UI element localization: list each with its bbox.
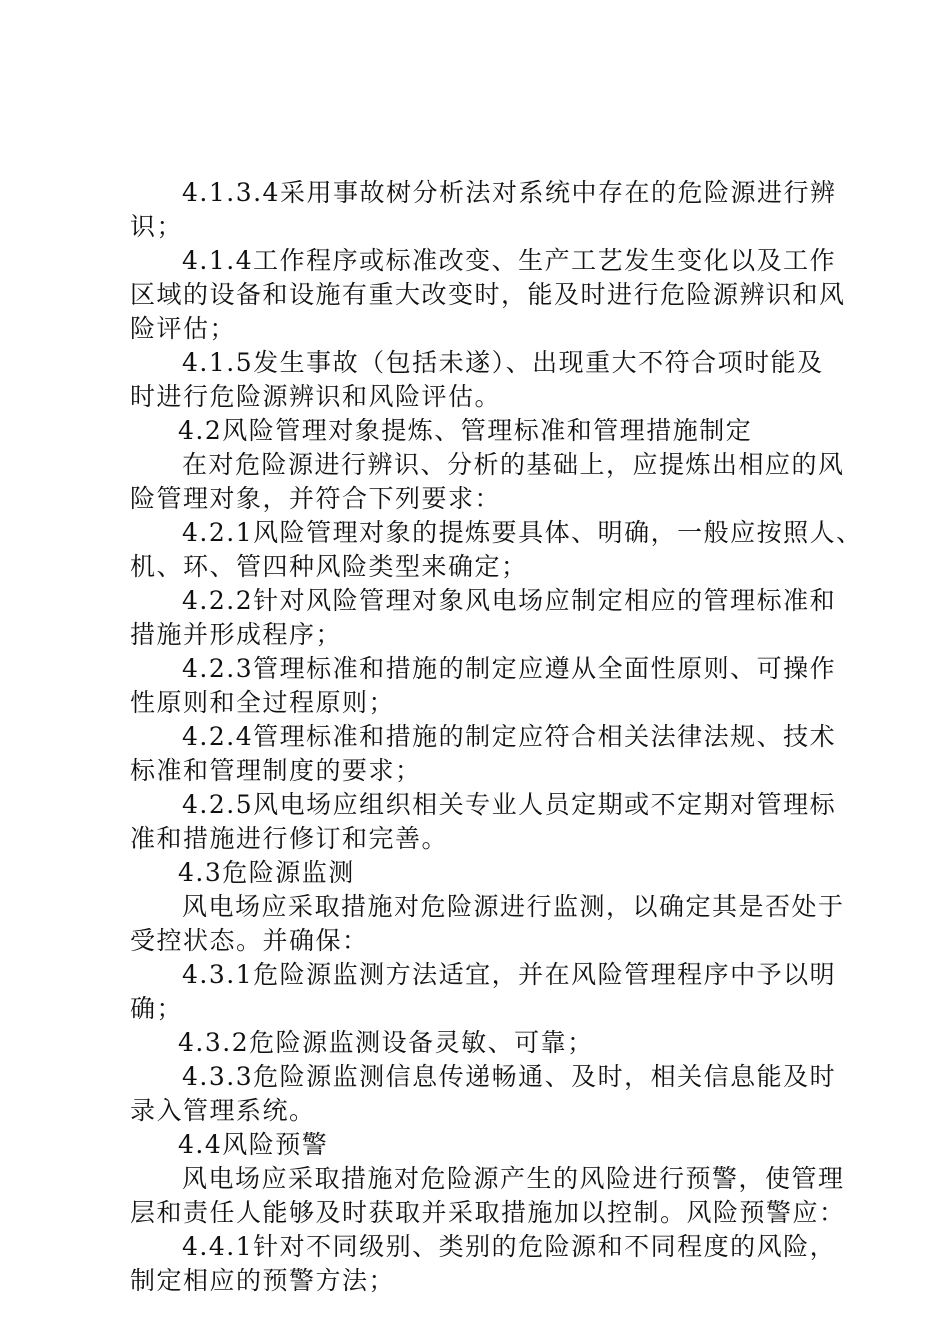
paragraph-line: 4.4.1针对不同级别、类别的危险源和不同程度的风险， (182, 1232, 837, 1261)
document-body (130, 176, 863, 1298)
section-heading: 4.4风险预警 (178, 1130, 329, 1159)
section-heading: 4.2风险管理对象提炼、管理标准和管理措施制定 (178, 416, 753, 445)
paragraph-line: 4.3.3危险源监测信息传递畅通、及时，相关信息能及时 (182, 1062, 837, 1091)
paragraph-line: 识； (130, 212, 184, 241)
paragraph-line: 层和责任人能够及时获取并采取措施加以控制。风险预警应： (130, 1198, 846, 1227)
paragraph-line: 录入管理系统。 (130, 1096, 316, 1125)
paragraph-line: 4.3.1危险源监测方法适宜，并在风险管理程序中予以明 (182, 960, 837, 989)
paragraph-line: 制定相应的预警方法； (130, 1266, 396, 1295)
paragraph-line: 机、环、管四种风险类型来确定； (130, 552, 528, 581)
paragraph-line: 准和措施进行修订和完善。 (130, 824, 449, 853)
paragraph-line: 标准和管理制度的要求； (130, 756, 422, 785)
paragraph-line: 风电场应采取措施对危险源产生的风险进行预警，使管理 (182, 1164, 845, 1193)
paragraph-line: 险评估； (130, 314, 237, 343)
paragraph-line: 险管理对象，并符合下列要求： (130, 484, 502, 513)
paragraph-line: 时进行危险源辨识和风险评估。 (130, 382, 502, 411)
paragraph-line: 4.1.5发生事故（包括未遂）、出现重大不符合项时能及 (182, 348, 824, 377)
section-heading: 4.3危险源监测 (178, 858, 355, 887)
paragraph-line: 在对危险源进行辨识、分析的基础上，应提炼出相应的风 (182, 450, 845, 479)
paragraph-line: 风电场应采取措施对危险源进行监测，以确定其是否处于 (182, 892, 845, 921)
paragraph-line: 4.1.4工作程序或标准改变、生产工艺发生变化以及工作 (182, 246, 837, 275)
paragraph-line: 4.2.1风险管理对象的提炼要具体、明确，一般应按照人、 (182, 518, 863, 547)
paragraph-line: 4.2.4管理标准和措施的制定应符合相关法律法规、技术 (182, 722, 837, 751)
paragraph-line: 4.2.3管理标准和措施的制定应遵从全面性原则、可操作 (182, 654, 837, 683)
paragraph-line: 4.2.5风电场应组织相关专业人员定期或不定期对管理标 (182, 790, 837, 819)
paragraph-line: 4.2.2针对风险管理对象风电场应制定相应的管理标准和 (182, 586, 837, 615)
paragraph-line: 4.1.3.4采用事故树分析法对系统中存在的危险源进行辨 (182, 178, 837, 207)
paragraph-line: 确； (130, 994, 184, 1023)
paragraph-line: 措施并形成程序； (130, 620, 343, 649)
paragraph-line: 性原则和全过程原则； (130, 688, 396, 717)
paragraph-line: 受控状态。并确保： (130, 926, 369, 955)
paragraph-line: 区域的设备和设施有重大改变时，能及时进行危险源辨识和风 (130, 280, 846, 309)
section-heading: 4.3.2危险源监测设备灵敏、可靠； (178, 1028, 594, 1057)
